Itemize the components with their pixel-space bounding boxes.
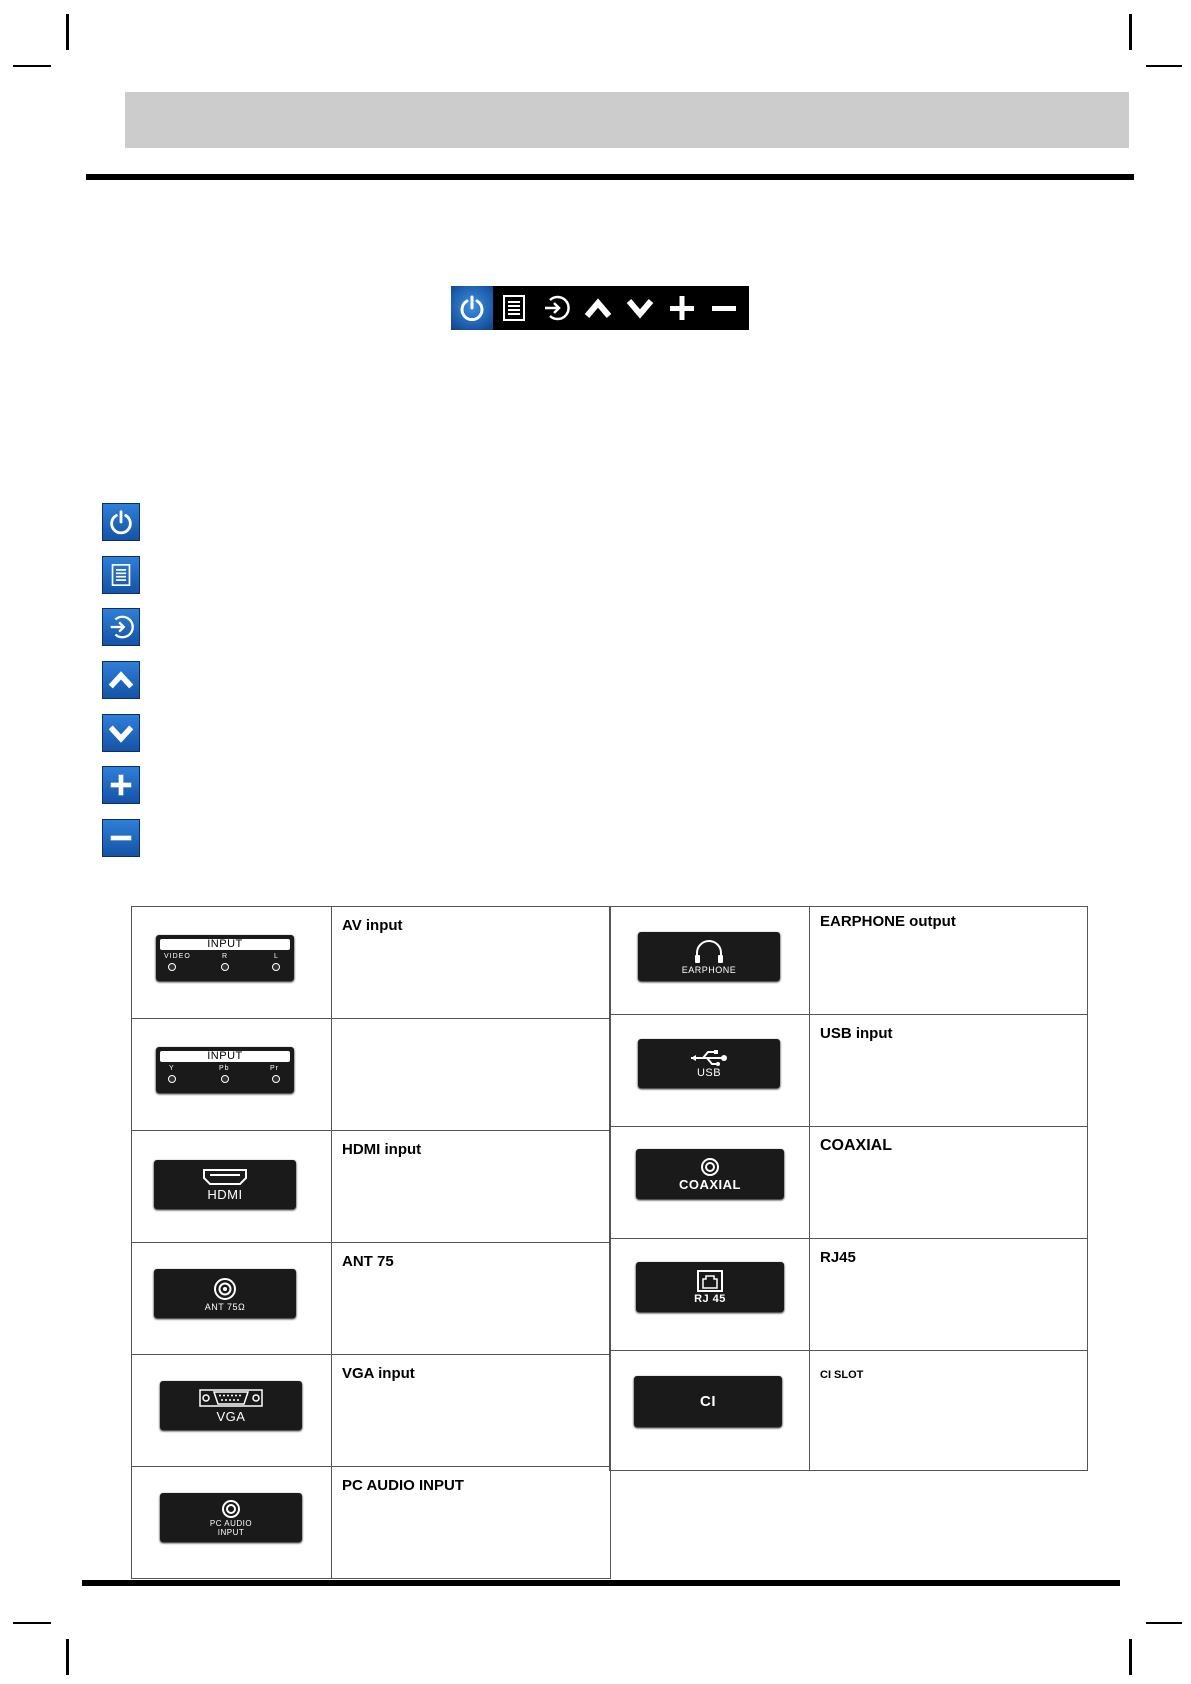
crop-mark bbox=[13, 1622, 51, 1624]
panel-text: USB bbox=[696, 1066, 722, 1079]
key-down bbox=[102, 714, 140, 752]
hdmi-icon bbox=[201, 1167, 249, 1187]
top-rule bbox=[86, 174, 1134, 180]
panel-text: RJ 45 bbox=[694, 1293, 726, 1305]
table-row bbox=[610, 1351, 1088, 1471]
table-row bbox=[610, 1015, 1088, 1127]
antenna-panel bbox=[132, 1243, 332, 1355]
coaxial-jack-icon bbox=[700, 1157, 720, 1177]
key-power bbox=[102, 503, 140, 541]
port-label: EARPHONE output bbox=[810, 907, 1088, 1015]
table-row bbox=[610, 1127, 1088, 1239]
hdmi-panel bbox=[132, 1131, 332, 1243]
source-icon bbox=[535, 286, 577, 330]
panel-text: INPUT bbox=[217, 1527, 245, 1537]
power-icon bbox=[451, 286, 493, 330]
port-label: ANT 75 bbox=[332, 1243, 611, 1355]
vga-connector-icon bbox=[198, 1387, 264, 1409]
minus-icon bbox=[703, 286, 745, 330]
crop-mark bbox=[1146, 65, 1182, 67]
jack-label: R bbox=[222, 953, 229, 960]
headphone-icon bbox=[692, 939, 726, 965]
ci-panel bbox=[610, 1351, 810, 1471]
network-port-icon bbox=[696, 1269, 724, 1293]
table-row bbox=[132, 1355, 611, 1467]
jack-label: VIDEO bbox=[164, 953, 191, 960]
panel-text: COAXIAL bbox=[679, 1176, 741, 1192]
ports-table-right bbox=[609, 906, 1088, 1471]
panel-text: VGA bbox=[216, 1409, 246, 1424]
usb-icon bbox=[689, 1049, 729, 1067]
coaxial-panel bbox=[610, 1127, 810, 1239]
vga-panel bbox=[132, 1355, 332, 1467]
down-icon bbox=[619, 286, 661, 330]
table-row bbox=[132, 1019, 611, 1131]
panel-title: INPUT bbox=[207, 1050, 243, 1062]
up-icon bbox=[577, 286, 619, 330]
menu-icon bbox=[493, 286, 535, 330]
crop-mark bbox=[1129, 1639, 1132, 1675]
jack-label: Pb bbox=[219, 1065, 230, 1072]
table-row bbox=[610, 907, 1088, 1015]
jack-icon bbox=[168, 963, 176, 971]
crop-mark bbox=[66, 14, 69, 50]
jack-icon bbox=[168, 1075, 176, 1083]
key-minus bbox=[102, 819, 140, 857]
panel-text: CI bbox=[700, 1393, 716, 1410]
panel-text: PC AUDIO bbox=[209, 1518, 253, 1528]
source-icon bbox=[102, 608, 140, 646]
port-label: RJ45 bbox=[810, 1239, 1088, 1351]
av-input-panel bbox=[132, 907, 332, 1019]
ports-table-left bbox=[131, 906, 611, 1579]
panel-text: HDMI bbox=[207, 1187, 243, 1202]
usb-panel bbox=[610, 1015, 810, 1127]
table-row bbox=[132, 1131, 611, 1243]
ypbpr-input-panel bbox=[132, 1019, 332, 1131]
antenna-jack-icon bbox=[212, 1276, 238, 1302]
jack-label: Y bbox=[169, 1065, 175, 1072]
key-source bbox=[102, 608, 140, 646]
menu-icon bbox=[102, 556, 140, 594]
crop-mark bbox=[1146, 1622, 1182, 1624]
table-row bbox=[132, 907, 611, 1019]
plus-icon bbox=[661, 286, 703, 330]
header-band bbox=[125, 92, 1129, 148]
port-label bbox=[332, 1019, 611, 1131]
key-up bbox=[102, 661, 140, 699]
crop-mark bbox=[66, 1639, 69, 1675]
control-strip bbox=[451, 286, 749, 330]
audio-jack-icon bbox=[221, 1499, 241, 1519]
port-label: HDMI input bbox=[332, 1131, 611, 1243]
rj45-panel bbox=[610, 1239, 810, 1351]
port-label: AV input bbox=[332, 907, 611, 1019]
minus-icon bbox=[102, 819, 140, 857]
crop-mark bbox=[1129, 14, 1132, 50]
jack-icon bbox=[221, 963, 229, 971]
jack-label: L bbox=[274, 953, 279, 960]
jack-icon bbox=[272, 963, 280, 971]
bottom-rule bbox=[82, 1580, 1120, 1586]
key-plus bbox=[102, 766, 140, 804]
jack-icon bbox=[221, 1075, 229, 1083]
port-label: COAXIAL bbox=[810, 1127, 1088, 1239]
port-label: PC AUDIO INPUT bbox=[332, 1467, 611, 1579]
panel-text: EARPHONE bbox=[681, 964, 737, 975]
port-label: USB input bbox=[810, 1015, 1088, 1127]
port-label: VGA input bbox=[332, 1355, 611, 1467]
table-row bbox=[132, 1243, 611, 1355]
panel-title: INPUT bbox=[207, 938, 243, 950]
key-menu bbox=[102, 556, 140, 594]
plus-icon bbox=[102, 766, 140, 804]
jack-label: Pr bbox=[270, 1065, 279, 1072]
jack-icon bbox=[272, 1075, 280, 1083]
down-icon bbox=[102, 714, 140, 752]
table-row bbox=[132, 1467, 611, 1579]
pc-audio-panel bbox=[132, 1467, 332, 1579]
crop-mark bbox=[13, 65, 51, 67]
panel-text: ANT 75Ω bbox=[204, 1301, 246, 1312]
up-icon bbox=[102, 661, 140, 699]
earphone-panel bbox=[610, 907, 810, 1015]
port-label: CI SLOT bbox=[810, 1351, 1088, 1471]
table-row bbox=[610, 1239, 1088, 1351]
power-icon bbox=[102, 503, 140, 541]
